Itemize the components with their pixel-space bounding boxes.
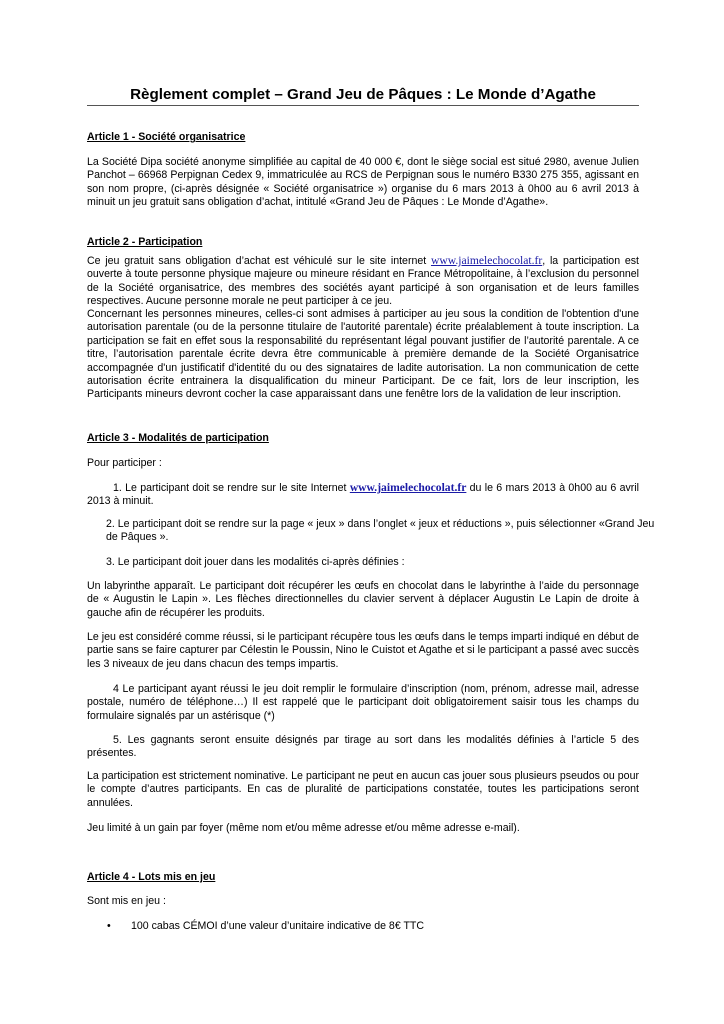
article-3-intro: Pour participer : — [87, 457, 162, 469]
bullet-icon: • — [107, 920, 111, 932]
article-1-body: La Société Dipa société anonyme simplifiée au capital de 40 000 €, dont le siège social est situé 2980, avenue Julien Panchot – 66968 Perpignan Cedex 9, immatriculée au RCS de Perpignan sous le numéro B330 275 355, agissant en son nom propre, (ci-après désignée « Société organisatrice ») organise du 6 mars 2013 à 0h00 au 6 avril 2013 à minuit un jeu gratuit sans obligation d’achat, intitulé «Grand Jeu de Pâques : Le Monde d’Agathe». — [87, 156, 639, 209]
title-divider — [87, 105, 639, 106]
prize-list-item — [87, 920, 639, 933]
prize-item-text: 100 cabas CÉMOI d’une valeur d’unitaire indicative de 8€ TTC — [131, 920, 425, 932]
nominative-participation: La participation est strictement nominative. Le participant ne peut en aucun cas jouer sous plusieurs pseudos ou pour le compte d’autres participants. En cas de pluralité de participations constatée, toutes les participations seront annulées. — [87, 770, 639, 809]
article-2-paragraph-2: Concernant les personnes mineures, celles-ci sont admises à participer au jeu sous la condition de l'obtention d'une autorisation parentale (ou de la personne titulaire de l'autorité parentale) écrite préalablement à toute inscription. La participation se fait en effet sous la responsabilité du représentant légal pouvant justifier de l’autorité parentale. A ce titre, l’autorisation parentale écrite devra être communicable à première demande de la Société Organisatrice accompagnée d'un justificatif d'identité du ou des signataires de ladite autorisation. La non communication de cette autorisation écrite entrainera la disqualification du mineur Participant. De ce fait, lors de leur inscription, les Participants mineurs devront cocher la case apparaissant dans une fenêtre lors de la validation de leur inscription. — [87, 308, 639, 401]
article-4-intro: Sont mis en jeu : — [87, 895, 166, 907]
step-1 — [87, 481, 639, 509]
article-4-heading: Article 4 - Lots mis en jeu — [87, 871, 216, 883]
step-4: 4 Le participant ayant réussi le jeu doit remplir le formulaire d’inscription (nom, prénom, adresse mail, adresse postale, numéro de téléphone…) Il est rappelé que le participant doit obligatoirement saisir tous les champs du formulaire signalés par un astérisque (*) — [87, 683, 639, 722]
article-3-heading: Article 3 - Modalités de participation — [87, 432, 269, 444]
step-2: 2. Le participant doit se rendre sur la page « jeux » dans l’onglet « jeux et réductions », puis sélectionner «Grand Jeu de Pâques ». — [106, 518, 655, 544]
article-1-heading: Article 1 - Société organisatrice — [87, 131, 246, 143]
prize-list — [87, 920, 639, 933]
step-1-text-after-link: du le 6 mars 2013 à 0h00 au 6 avril 2013 à minuit. — [87, 482, 639, 508]
website-link[interactable]: www.jaimelechocolat.fr — [430, 254, 543, 267]
success-condition: Le jeu est considéré comme réussi, si le participant récupère tous les œufs dans le temps imparti indiqué en début de partie sans se faire capturer par Célestin le Poussin, Nino le Cuistot et Agathe et si le participant a passé avec succès les 3 niveaux de jeu dans chacun des temps impartis. — [87, 631, 639, 670]
step-1-text-before-link: 1. Le participant doit se rendre sur le site Internet — [113, 482, 350, 494]
website-link-step-1[interactable]: www.jaimelechocolat.fr — [349, 481, 467, 494]
page-title: Règlement complet – Grand Jeu de Pâques : Le Monde d’Agathe — [130, 86, 596, 103]
article-2-text-before-link: Ce jeu gratuit sans obligation d’achat est véhiculé sur le site internet — [87, 255, 431, 267]
article-2-paragraph-1 — [87, 254, 639, 309]
step-3: 3. Le participant doit jouer dans les modalités ci-après définies : — [106, 556, 405, 568]
step-5: 5. Les gagnants seront ensuite désignés par tirage au sort dans les modalités définies à l’article 5 des présentes. — [87, 734, 639, 760]
article-2-text-after-link: , la participation est ouverte à toute personne physique majeure ou mineure résidant en France Métropolitaine, à l’exclusion du personnel de la Société organisatrice, des membres des sociétés ayant participé à son organisation et de leurs familles respectives. Aucune personne morale ne peut participer à ce jeu. — [87, 255, 639, 308]
one-win-per-household: Jeu limité à un gain par foyer (même nom et/ou même adresse et/ou même adresse e-mail). — [87, 822, 520, 834]
labyrinth-description: Un labyrinthe apparaît. Le participant doit récupérer les œufs en chocolat dans le labyrinthe à l’aide du personnage de « Augustin le Lapin ». Les flèches directionnelles du clavier servent à déplacer Augustin Le Lapin de droite à gauche afin de récupérer les produits. — [87, 580, 639, 619]
article-2-heading: Article 2 - Participation — [87, 236, 203, 248]
